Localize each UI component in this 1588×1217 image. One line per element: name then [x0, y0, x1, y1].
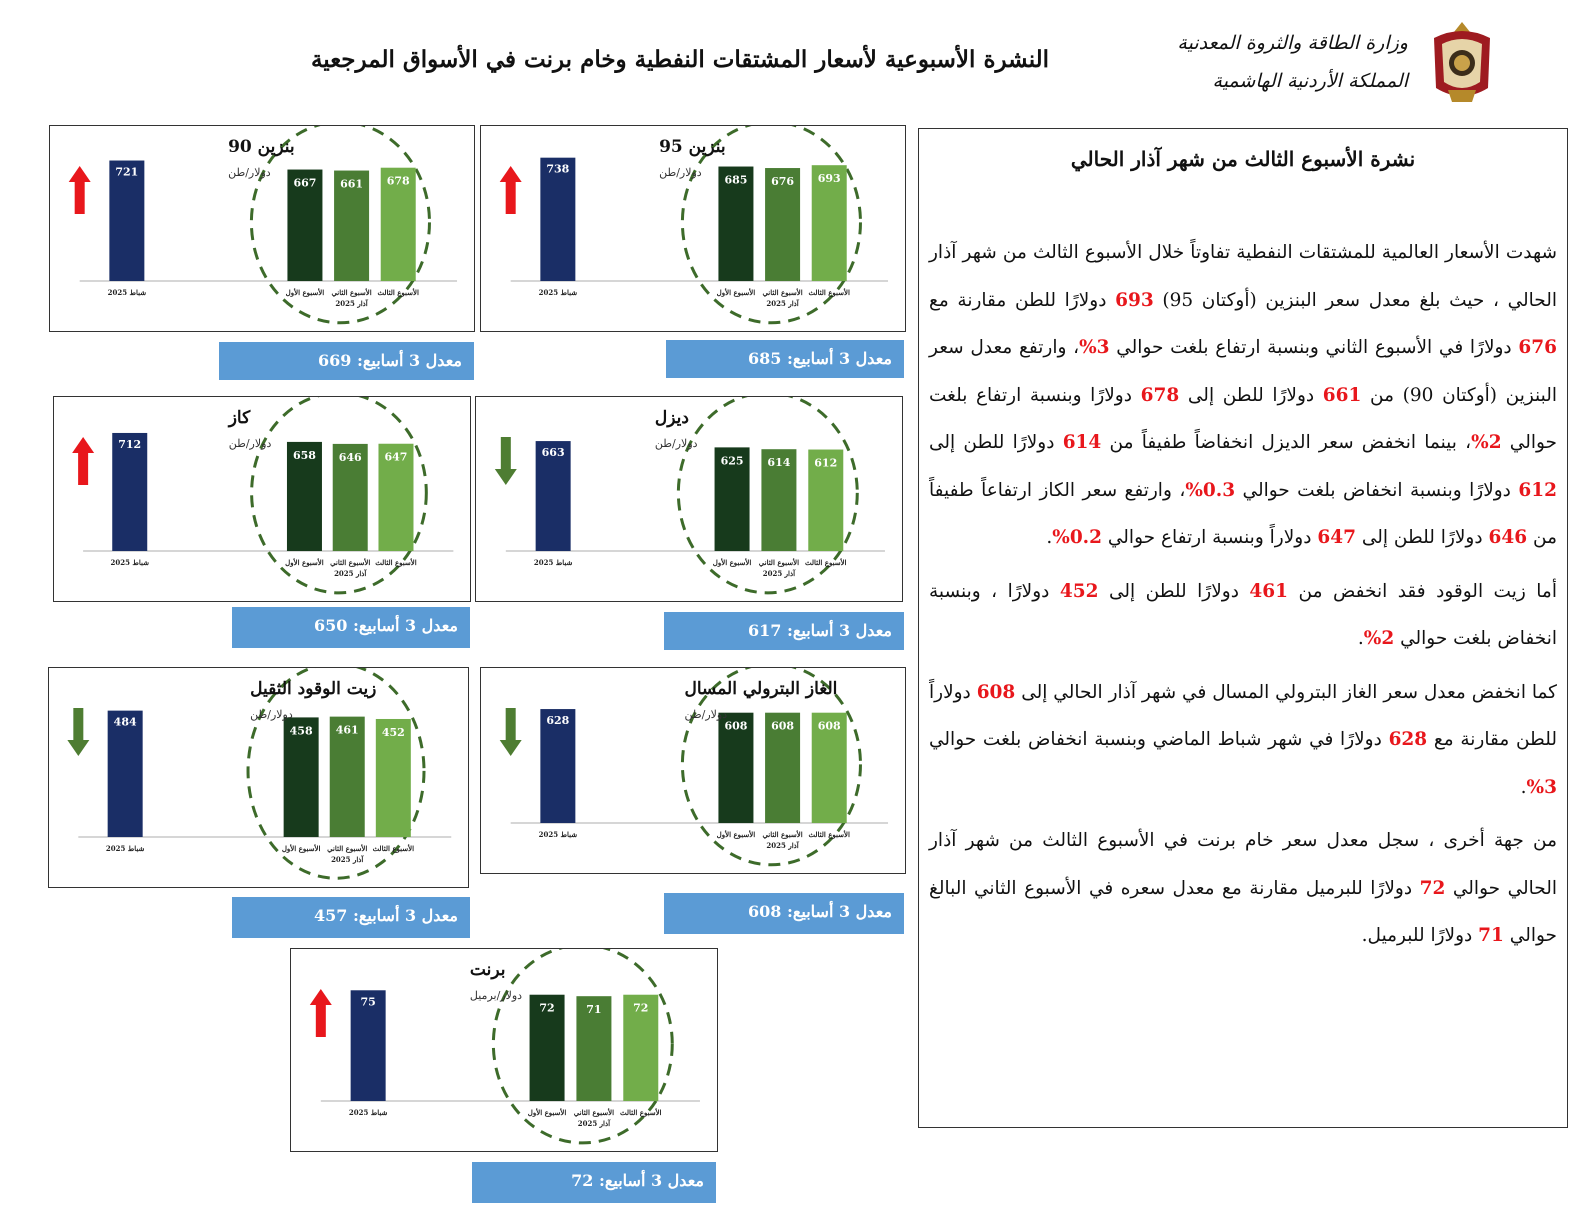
bar-label-week-2: 608 — [771, 719, 795, 733]
bar-chart-svg — [481, 126, 905, 331]
bar-label-previous: 75 — [360, 995, 376, 1009]
highlighted-value: 647 — [1317, 527, 1356, 548]
text-run: دولارًا وبنسبة ارتفاع بلغت حوالي — [929, 384, 1557, 453]
panel-paragraph — [929, 229, 1557, 562]
avg-diesel: معدل 3 أسابيع: 617 — [664, 612, 904, 650]
tick-label-previous: شباط 2025 — [110, 558, 149, 567]
text-run: دولارًا للطن إلى — [1098, 580, 1250, 602]
tick-label-week-1: الأسبوع الأول — [716, 830, 756, 839]
bar-label-previous: 712 — [118, 437, 142, 451]
chart-title: ديزل — [654, 408, 689, 428]
bar-label-week-1: 625 — [720, 454, 744, 468]
chart-gasoline-95 — [480, 125, 906, 332]
highlighted-value: 661 — [1322, 384, 1362, 406]
tick-label-week-3: الأسبوع الثالث — [620, 1108, 662, 1117]
bar-label-previous: 663 — [541, 446, 565, 460]
highlighted-value: 608 — [976, 681, 1016, 703]
tick-label-week-1: الأسبوع الأول — [716, 288, 756, 297]
tick-label-month: آذار 2025 — [334, 569, 367, 578]
tick-label-week-2: الأسبوع الثاني — [327, 844, 368, 853]
bar-label-week-1: 658 — [292, 448, 316, 462]
bar-label-previous: 721 — [115, 165, 139, 179]
text-run: أما زيت الوقود فقد انخفض من — [1288, 580, 1557, 602]
tick-label-week-1: الأسبوع الأول — [285, 288, 325, 297]
text-run: دولارًا ، وبنسبة انخفاض بلغت حوالي — [929, 580, 1557, 649]
bar-label-week-3: 693 — [817, 172, 841, 186]
ministry-name: وزارة الطاقة والثروة المعدنية — [1177, 32, 1408, 54]
tick-label-month: آذار 2025 — [766, 299, 799, 308]
bar-chart-svg — [476, 397, 902, 601]
tick-label-week-3: الأسبوع الثالث — [805, 558, 847, 567]
bar-label-week-2: 614 — [767, 456, 791, 470]
chart-brent — [290, 948, 718, 1152]
bar-label-week-2: 676 — [771, 175, 795, 189]
tick-label-previous: شباط 2025 — [533, 558, 573, 567]
tick-label-week-3: الأسبوع الثالث — [375, 558, 417, 567]
bar-label-week-2: 661 — [340, 177, 364, 191]
text-run: . — [1357, 628, 1364, 649]
tick-label-previous: شباط 2025 — [538, 830, 578, 839]
tick-label-previous: شباط 2025 — [538, 288, 578, 297]
bar-chart-svg — [481, 668, 905, 873]
bar-label-week-3: 452 — [381, 725, 405, 739]
avg-brent: معدل 3 أسابيع: 72 — [472, 1162, 716, 1203]
panel-paragraph — [929, 669, 1557, 812]
text-run: . — [1520, 776, 1527, 798]
chart-unit: دولار/برميل — [469, 989, 523, 1002]
tick-label-previous: شباط 2025 — [348, 1108, 388, 1117]
highlighted-value: 452 — [1059, 580, 1099, 602]
tick-label-previous: شباط 2025 — [105, 844, 145, 853]
tick-label-week-3: الأسبوع الثالث — [372, 844, 415, 853]
trend-down-arrow-icon — [67, 708, 89, 756]
summary-panel — [918, 128, 1568, 1128]
text-run: دولارًا للبرميل مقارنة مع معدل سعره في الأسبوع الثاني البالغ حوالي — [929, 877, 1557, 946]
text-run: ، وارتفع معدل سعر البنزين (أوكتان 90) من — [929, 337, 1558, 406]
highlighted-value: 3% — [1079, 337, 1110, 358]
bar-chart-svg — [50, 126, 474, 331]
tick-label-week-3: الأسبوع الثالث — [808, 830, 850, 839]
tick-label-week-1: الأسبوع الأول — [285, 558, 324, 567]
bar-label-previous: 484 — [113, 715, 137, 729]
chart-gasoline-90 — [49, 125, 475, 332]
trend-up-arrow-icon — [72, 437, 94, 485]
chart-title: برنت — [469, 960, 506, 980]
bar-previous-month — [108, 711, 143, 837]
chart-kerosene — [53, 396, 471, 602]
chart-unit: دولار/طن — [228, 166, 271, 179]
chart-unit: دولار/طن — [654, 437, 698, 450]
tick-label-week-1: الأسبوع الأول — [712, 558, 752, 567]
text-run: دولاراً للطن مقارنة مع — [929, 681, 1557, 750]
panel-body — [929, 229, 1557, 966]
bar-label-week-3: 647 — [384, 450, 408, 464]
bar-label-week-1: 685 — [724, 173, 748, 187]
ministry-logo — [1177, 18, 1508, 108]
tick-label-week-2: الأسبوع الثاني — [758, 558, 800, 567]
highlighted-value: 614 — [1062, 432, 1102, 453]
avg-lpg: معدل 3 أسابيع: 608 — [664, 893, 904, 934]
avg-fuel-oil: معدل 3 أسابيع: 457 — [232, 897, 470, 938]
highlighted-value: 678 — [1140, 384, 1180, 406]
text-run: دولاراً وبنسبة ارتفاع حوالي — [1102, 527, 1318, 548]
kingdom-name: المملكة الأردنية الهاشمية — [1212, 70, 1408, 92]
tick-label-month: آذار 2025 — [762, 569, 796, 578]
text-run: دولارًا في شهر شباط الماضي وبنسبة انخفاض بلغت حوالي — [929, 729, 1389, 750]
highlighted-value: 0.3% — [1185, 479, 1236, 501]
chart-unit: دولار/طن — [250, 708, 293, 721]
tick-label-week-1: الأسبوع الأول — [527, 1108, 567, 1117]
chart-title: بنزين 90 — [228, 137, 295, 157]
trend-up-arrow-icon — [69, 166, 91, 214]
trend-up-arrow-icon — [500, 166, 522, 214]
bar-label-week-1: 72 — [539, 1001, 555, 1015]
highlighted-value: 71 — [1478, 925, 1504, 946]
chart-title: كاز — [228, 408, 251, 428]
page-title: النشرة الأسبوعية لأسعار المشتقات النفطية وخام برنت في الأسواق المرجعية — [310, 46, 1050, 73]
panel-paragraph — [929, 568, 1557, 663]
trend-down-arrow-icon — [495, 437, 517, 485]
chart-title: الغاز البترولي المسال — [684, 679, 838, 699]
bar-label-week-2: 646 — [338, 450, 362, 464]
highlighted-value: 646 — [1488, 527, 1528, 548]
bar-label-week-2: 461 — [335, 723, 359, 737]
tick-label-previous: شباط 2025 — [107, 288, 147, 297]
chart-unit: دولار/طن — [684, 708, 728, 721]
bar-label-week-3: 608 — [817, 719, 841, 733]
chart-unit: دولار/طن — [228, 437, 272, 450]
text-run: دولارًا للطن إلى — [929, 432, 1063, 453]
panel-title: نشرة الأسبوع الثالث من شهر آذار الحالي — [1070, 147, 1416, 171]
tick-label-month: آذار 2025 — [331, 855, 364, 864]
tick-label-week-2: الأسبوع الثاني — [330, 558, 371, 567]
coat-of-arms-icon — [1422, 18, 1502, 108]
bar-chart-svg — [54, 397, 470, 601]
bar-label-week-1: 608 — [724, 719, 748, 733]
avg-gasoline-95: معدل 3 أسابيع: 685 — [666, 340, 904, 378]
tick-label-week-2: الأسبوع الثاني — [762, 288, 803, 297]
bar-label-week-1: 458 — [289, 724, 313, 738]
highlighted-value: 676 — [1518, 337, 1558, 358]
chart-lpg — [480, 667, 906, 874]
tick-label-week-2: الأسبوع الثاني — [762, 830, 803, 839]
bar-previous-month — [540, 158, 575, 281]
highlighted-value: 612 — [1518, 479, 1557, 501]
panel-paragraph — [929, 817, 1557, 960]
text-run: دولارًا وبنسبة انخفاض بلغت حوالي — [1235, 479, 1519, 501]
highlighted-value: 2% — [1471, 432, 1502, 453]
trend-up-arrow-icon — [310, 989, 332, 1037]
tick-label-month: آذار 2025 — [577, 1119, 611, 1128]
text-run: دولارًا للطن إلى — [1179, 384, 1323, 406]
bar-label-week-2: 71 — [586, 1003, 602, 1017]
avg-kerosene: معدل 3 أسابيع: 650 — [232, 607, 470, 648]
chart-diesel — [475, 396, 903, 602]
tick-label-month: آذار 2025 — [766, 841, 799, 850]
text-run: من جهة أخرى ، سجل معدل سعر خام برنت في الأسبوع الثالث من شهر آذار الحالي حوالي — [929, 830, 1557, 899]
bar-label-week-1: 667 — [293, 176, 317, 190]
tick-label-week-2: الأسبوع الثاني — [331, 288, 372, 297]
avg-gasoline-90: معدل 3 أسابيع: 669 — [219, 342, 474, 380]
chart-fuel-oil — [48, 667, 469, 888]
bar-previous-month — [109, 161, 144, 281]
tick-label-month: آذار 2025 — [335, 299, 368, 308]
highlighted-value: 628 — [1388, 729, 1428, 750]
tick-label-week-3: الأسبوع الثالث — [808, 288, 850, 297]
bar-label-previous: 738 — [546, 162, 570, 176]
text-run: دولارًا للطن إلى — [1355, 527, 1489, 548]
chart-title: زيت الوقود الثقيل — [250, 679, 377, 699]
text-run: كما انخفض معدل سعر الغاز البترولي المسال في شهر آذار الحالي إلى — [1015, 681, 1557, 703]
bar-label-week-3: 678 — [386, 174, 410, 188]
text-run: ، بينما انخفض سعر الديزل انخفاضاً طفيفاً من — [1101, 432, 1472, 453]
text-run: شهدت الأسعار العالمية للمشتقات النفطية تفاوتاً خلال الأسبوع الثالث من شهر آذار الحالي ، حيث بلغ معدل سعر البنزين (أوكتان 95) — [929, 242, 1557, 311]
text-run: دولارًا للبرميل. — [1361, 925, 1479, 946]
chart-title: بنزين 95 — [659, 137, 726, 157]
highlighted-value: 0.2% — [1052, 527, 1102, 548]
text-run: . — [1046, 527, 1053, 548]
bar-label-week-3: 612 — [814, 456, 838, 470]
bar-chart-svg — [49, 668, 468, 887]
highlighted-value: 693 — [1115, 289, 1154, 311]
highlighted-value: 2% — [1363, 628, 1395, 649]
bar-label-week-3: 72 — [633, 1001, 649, 1015]
tick-label-week-3: الأسبوع الثالث — [377, 288, 419, 297]
trend-down-arrow-icon — [500, 708, 522, 756]
tick-label-week-2: الأسبوع الثاني — [573, 1108, 615, 1117]
tick-label-week-1: الأسبوع الأول — [281, 844, 321, 853]
bar-label-previous: 628 — [546, 714, 570, 728]
highlighted-value: 461 — [1249, 580, 1289, 602]
highlighted-value: 3% — [1526, 776, 1557, 798]
bar-chart-svg — [291, 949, 717, 1151]
highlighted-value: 72 — [1419, 877, 1446, 899]
chart-unit: دولار/طن — [659, 166, 702, 179]
text-run: دولارًا في الأسبوع الثاني وبنسبة ارتفاع بلغت حوالي — [1109, 337, 1519, 358]
text-run: دولارًا للطن مقارنة مع — [929, 289, 1116, 311]
text-run: ، وارتفع سعر الكاز ارتفاعاً طفيفاً من — [929, 479, 1557, 548]
